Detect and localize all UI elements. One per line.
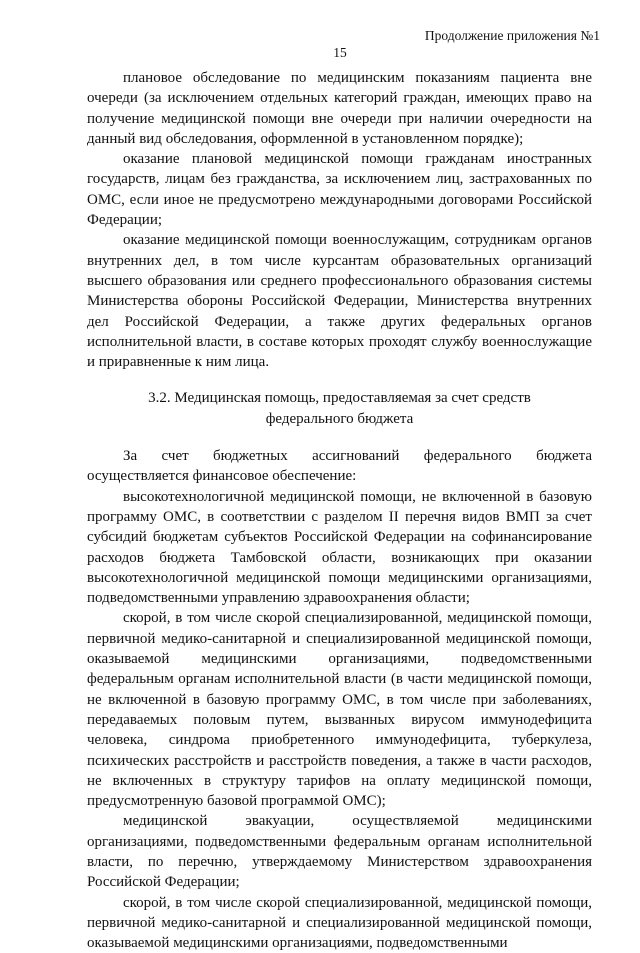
section-heading-line: 3.2. Медицинская помощь, предоставляемая за счет средств	[148, 390, 531, 407]
page-number: 15	[333, 45, 347, 60]
section-heading-line: федерального бюджета	[265, 410, 414, 427]
paragraph: скорой, в том числе скорой специализированной, медицинской помощи, первичной медико-санитарной и специализированной медицинской помощи, оказываемой медицинскими организациями, подведомственными федеральным органам исполнительной власти (в части медицинской помощи, не включенной в базовую программу ОМС, в том числе при заболеваниях, передаваемых половым путем, вызванных вирусом иммунодефицита человека, синдрома приобретенного иммунодефицита, туберкулеза, психических расстройств и расстройств поведения, а также в части расходов, не включенных в структуру тарифов на оплату медицинской помощи, предусмотренную базовой программой ОМС);	[87, 610, 592, 810]
paragraph: За счет бюджетных ассигнований федерального бюджета осуществляется финансовое обеспечение:	[87, 448, 592, 485]
paragraph: медицинской эвакуации, осуществляемой медицинскими организациями, подведомственными федеральным органам исполнительной власти, по перечню, утверждаемому Министерством здравоохранения Российской Федерации;	[87, 813, 592, 891]
paragraph: скорой, в том числе скорой специализированной, медицинской помощи, первичной медико-санитарной и специализированной медицинской помощи, оказываемой медицинскими организациями, подведомственными	[87, 894, 592, 952]
paragraph: оказание медицинской помощи военнослужащим, сотрудникам органов внутренних дел, в том числе курсантам образовательных организаций высшего образования или среднего профессионального образования системы Министерства обороны Российской Федерации, Министерства внутренних дел Российской Федерации, а также других федеральных органов исполнительной власти, в составе которых проходят службу военнослужащие и приравненные к ним лица.	[87, 232, 592, 371]
appendix-continuation-note: Продолжение приложения №1	[424, 28, 600, 43]
paragraph: оказание плановой медицинской помощи гражданам иностранных государств, лицам без гражданства, за исключением лиц, застрахованных по ОМС, если иное не предусмотрено международными договорами Российской Федерации;	[87, 151, 592, 229]
paragraph: высокотехнологичной медицинской помощи, не включенной в базовую программу ОМС, в соответствии с разделом II перечня видов ВМП за счет субсидий бюджетам субъектов Российской Федерации на софинансирование расходов бюджета Тамбовской области, возникающих при оказании высокотехнологичной медицинской помощи медицинскими организациями, подведомственными управлению здравоохранения области;	[87, 488, 592, 607]
paragraph: плановое обследование по медицинским показаниям пациента вне очереди (за исключением отдельных категорий граждан, имеющих право на получение медицинской помощи вне очереди при наличии очередности на данный вид обследования, оформленной в установленном порядке);	[87, 70, 592, 147]
section-heading	[87, 388, 592, 429]
document-body	[87, 68, 592, 953]
